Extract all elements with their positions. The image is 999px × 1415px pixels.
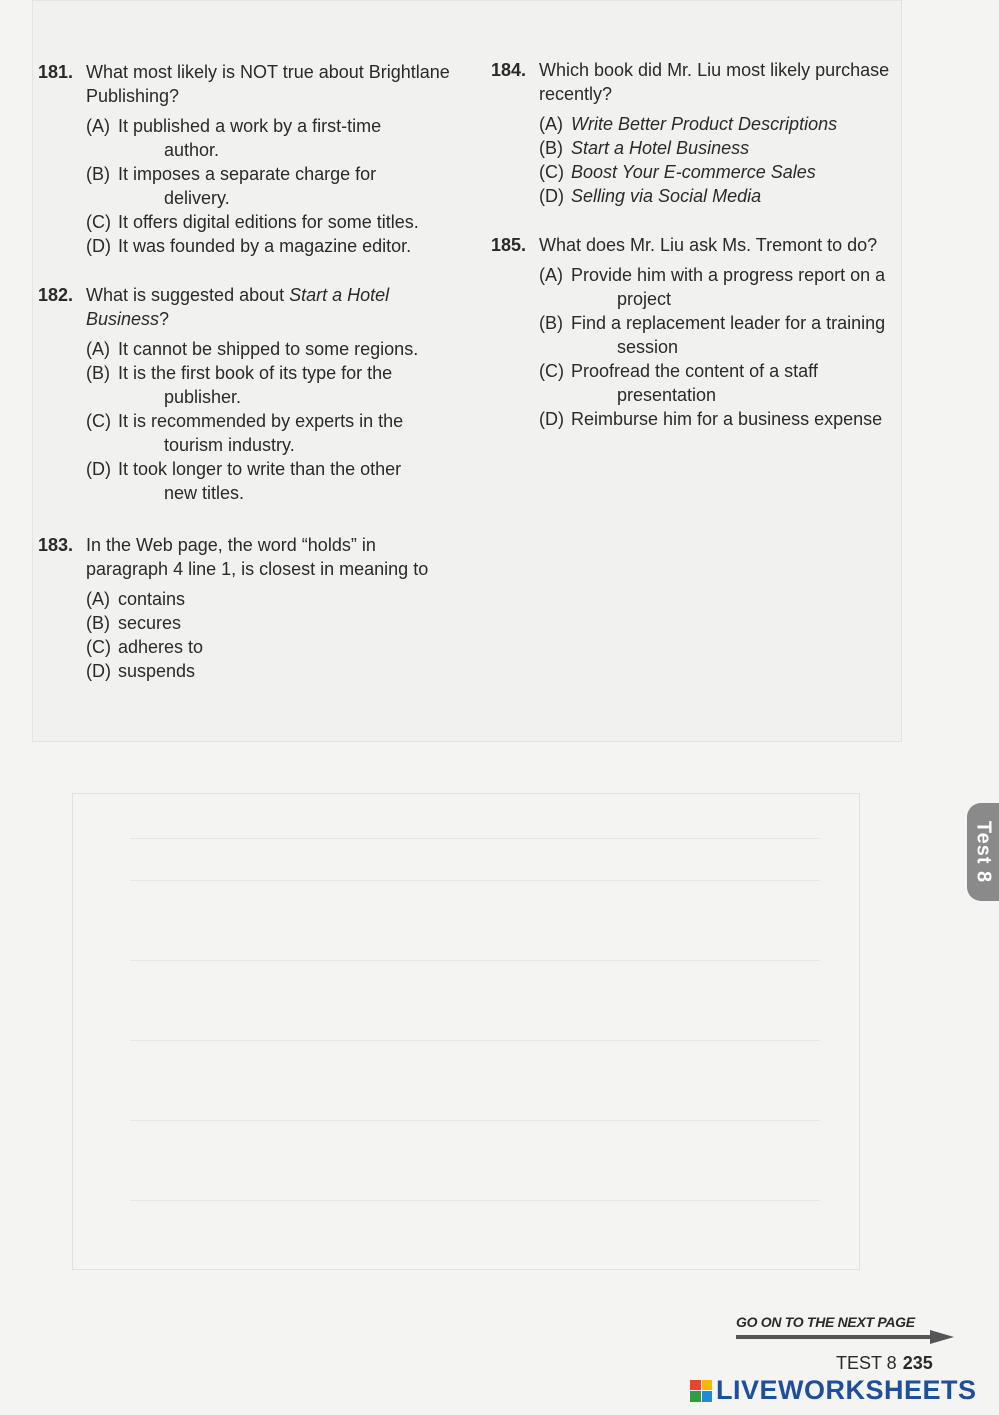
question-182 — [38, 283, 458, 505]
option-text: Boost Your E-commerce Sales — [571, 162, 816, 182]
answer-option-c[interactable] — [539, 160, 911, 184]
answer-option-a[interactable] — [539, 263, 911, 311]
answer-option-d[interactable] — [86, 659, 458, 683]
option-label: (A) — [86, 589, 110, 609]
option-text: It is the first book of its type for the — [118, 363, 393, 383]
bleed-through-line — [130, 1040, 820, 1041]
test-side-tab — [967, 803, 999, 901]
option-text-cont: session — [617, 337, 679, 357]
option-label: (B) — [539, 138, 563, 158]
answer-option-a[interactable] — [86, 114, 458, 162]
answer-option-a[interactable] — [86, 587, 458, 611]
option-text: contains — [118, 589, 186, 609]
option-label: (C) — [86, 637, 111, 657]
option-text: Proofread the content of a staff — [571, 361, 818, 381]
option-text: Reimburse him for a business expense — [571, 409, 883, 429]
option-label: (C) — [539, 162, 564, 182]
option-text: adheres to — [118, 637, 204, 657]
book-title: Start a Hotel Business — [86, 285, 390, 329]
option-text-cont: presentation — [617, 385, 717, 405]
question-181 — [38, 60, 458, 258]
brand-logo — [690, 1375, 977, 1406]
answer-option-a[interactable] — [86, 337, 458, 361]
option-text-cont: new titles. — [164, 483, 245, 503]
arrow-right-icon — [736, 1330, 956, 1344]
option-text: It was founded by a magazine editor. — [118, 236, 412, 256]
option-text: secures — [118, 613, 182, 633]
question-text: What most likely is NOT true about Brightlane Publishing? — [86, 62, 450, 106]
question-text: What is suggested about Start a Hotel Business? — [86, 285, 390, 329]
page-footer — [836, 1353, 933, 1374]
option-text: Start a Hotel Business — [571, 138, 750, 158]
answer-option-c[interactable] — [86, 409, 458, 457]
answer-option-c[interactable] — [86, 210, 458, 234]
question-text: What does Mr. Liu ask Ms. Tremont to do? — [539, 235, 878, 255]
option-label: (C) — [539, 361, 564, 381]
option-label: (C) — [86, 212, 111, 232]
question-number: 183. — [38, 535, 74, 555]
option-text: Provide him with a progress report on a — [571, 265, 886, 285]
option-text: suspends — [118, 661, 196, 681]
answer-option-b[interactable] — [86, 361, 458, 409]
option-label: (A) — [539, 265, 563, 285]
brand-name: LIVEWORKSHEETS — [716, 1375, 977, 1405]
option-text: Write Better Product Descriptions — [571, 114, 838, 134]
option-label: (A) — [86, 339, 110, 359]
bleed-through-box — [72, 793, 860, 1270]
bleed-through-line — [130, 1120, 820, 1121]
question-number: 184. — [491, 60, 527, 80]
option-text-cont: project — [617, 289, 672, 309]
answer-option-d[interactable] — [86, 234, 458, 258]
bleed-through-line — [130, 838, 820, 839]
answer-option-d[interactable] — [539, 407, 911, 431]
option-label: (A) — [539, 114, 563, 134]
option-label: (D) — [86, 236, 111, 256]
answer-option-b[interactable] — [539, 136, 911, 160]
bleed-through-line — [130, 960, 820, 961]
option-label: (D) — [86, 459, 111, 479]
test-side-tab-label: Test 8 — [972, 820, 995, 884]
option-label: (C) — [86, 411, 111, 431]
option-label: (D) — [86, 661, 111, 681]
bleed-through-line — [130, 880, 820, 881]
option-label: (B) — [86, 363, 110, 383]
answer-option-d[interactable] — [539, 184, 911, 208]
answer-option-c[interactable] — [86, 635, 458, 659]
question-text: Which book did Mr. Liu most likely purchase recently? — [539, 60, 890, 104]
option-text-cont: tourism industry. — [164, 435, 295, 455]
test-label: TEST 8 — [836, 1353, 897, 1373]
go-on-label: GO ON TO THE NEXT PAGE — [736, 1314, 915, 1330]
answer-option-c[interactable] — [539, 359, 911, 407]
option-text-cont: publisher. — [164, 387, 242, 407]
option-label: (D) — [539, 186, 564, 206]
option-text: It is recommended by experts in the — [118, 411, 404, 431]
option-label: (B) — [86, 164, 110, 184]
page-number: 235 — [902, 1353, 933, 1373]
option-label: (B) — [86, 613, 110, 633]
question-number: 185. — [491, 235, 527, 255]
answer-option-b[interactable] — [86, 611, 458, 635]
answer-option-a[interactable] — [539, 112, 911, 136]
question-185 — [491, 233, 911, 431]
answer-option-b[interactable] — [86, 162, 458, 210]
question-184 — [491, 58, 911, 208]
option-text-cont: author. — [164, 140, 220, 160]
option-text: It took longer to write than the other — [118, 459, 402, 479]
option-label: (B) — [539, 313, 563, 333]
bleed-through-line — [130, 1200, 820, 1201]
option-label: (A) — [86, 116, 110, 136]
answer-option-b[interactable] — [539, 311, 911, 359]
question-number: 182. — [38, 285, 74, 305]
question-text: In the Web page, the word “holds” in paragraph 4 line 1, is closest in meaning to — [86, 535, 429, 579]
option-label: (D) — [539, 409, 564, 429]
option-text: It published a work by a first-time — [118, 116, 382, 136]
option-text: Find a replacement leader for a training — [571, 313, 886, 333]
question-number: 181. — [38, 62, 74, 82]
answer-option-d[interactable] — [86, 457, 458, 505]
option-text: It imposes a separate charge for — [118, 164, 377, 184]
question-183 — [38, 533, 458, 683]
option-text: Selling via Social Media — [571, 186, 762, 206]
option-text-cont: delivery. — [164, 188, 230, 208]
brand-logo-icon — [690, 1380, 712, 1402]
option-text: It cannot be shipped to some regions. — [118, 339, 419, 359]
option-text: It offers digital editions for some titles. — [118, 212, 419, 232]
